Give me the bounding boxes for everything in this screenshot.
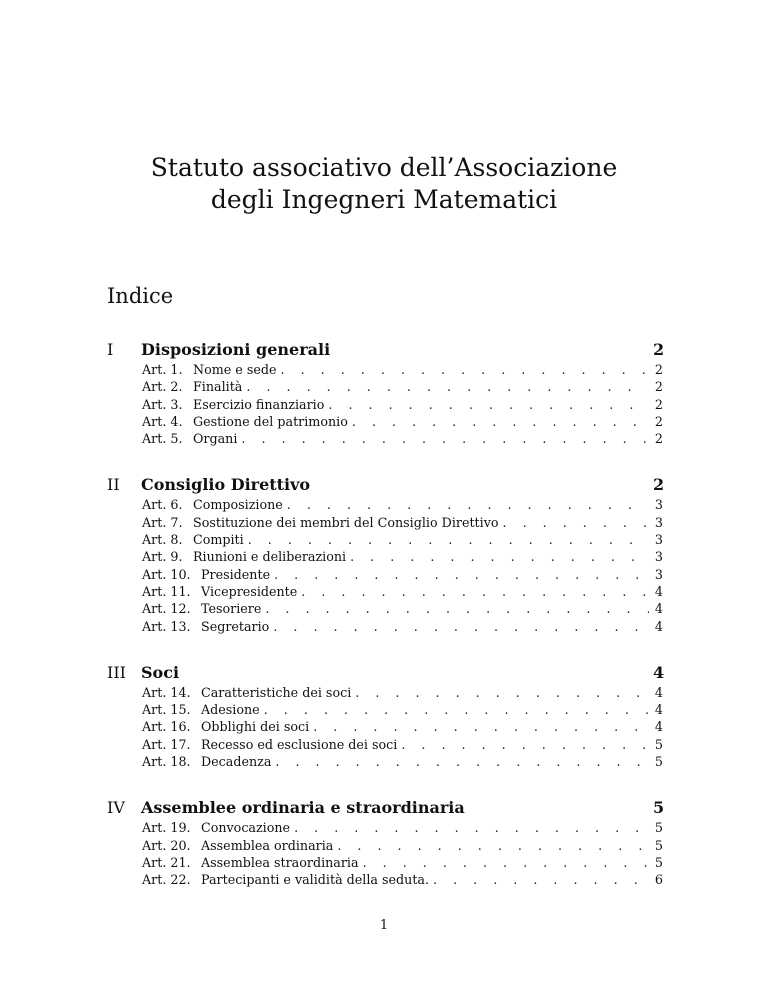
toc-entry-page: 4 xyxy=(654,601,663,617)
toc-part-page: 5 xyxy=(653,798,665,818)
toc-entry[interactable] xyxy=(142,736,663,753)
toc-entry-page: 3 xyxy=(654,549,663,565)
dot-leader xyxy=(275,753,649,770)
toc-entry-number: Art. 15. xyxy=(142,702,191,718)
toc-entry-number: Art. 3. xyxy=(142,396,183,412)
toc-entry-title: Partecipanti e validità della seduta. xyxy=(201,872,430,888)
toc-entry-page: 3 xyxy=(654,514,663,530)
dot-leader xyxy=(401,736,649,753)
toc-entry-title: Presidente xyxy=(201,566,271,582)
toc-entry[interactable] xyxy=(142,514,663,531)
toc-part-title: Consiglio Direttivo xyxy=(141,475,311,495)
toc-entry[interactable] xyxy=(142,618,663,635)
toc-entry-page: 2 xyxy=(654,379,663,395)
toc-part xyxy=(107,798,663,888)
toc-entry-number: Art. 22. xyxy=(142,872,191,888)
toc-part xyxy=(107,340,663,447)
toc-entry-page: 4 xyxy=(654,702,663,718)
toc-part-page: 2 xyxy=(653,475,665,495)
toc-entry-number: Art. 11. xyxy=(142,583,191,599)
toc-entry-title: Obblighi dei soci xyxy=(201,719,310,735)
toc-entry-number: Art. 1. xyxy=(142,362,183,377)
document-title-line-1: Statuto associativo dell’Associazione xyxy=(150,153,618,182)
toc-entry[interactable] xyxy=(142,684,663,701)
dot-leader xyxy=(352,413,649,430)
dot-leader xyxy=(246,378,649,395)
toc-part-heading[interactable] xyxy=(107,340,663,360)
toc-entry-page: 5 xyxy=(654,837,663,853)
toc-entry[interactable] xyxy=(142,430,663,447)
toc-part-page: 4 xyxy=(653,662,665,682)
toc-entry-number: Art. 20. xyxy=(142,837,191,853)
toc-entry[interactable] xyxy=(142,413,663,430)
toc-entry[interactable] xyxy=(142,837,663,854)
toc-entries xyxy=(142,496,663,634)
toc-entry-title: Assemblea straordinaria xyxy=(201,854,359,870)
toc-entry-page: 4 xyxy=(654,583,663,599)
toc-entry[interactable] xyxy=(142,378,663,395)
toc-entry-number: Art. 2. xyxy=(142,379,183,395)
dot-leader xyxy=(337,837,649,854)
toc-part xyxy=(107,475,663,634)
toc-entry-page: 4 xyxy=(654,618,663,634)
dot-leader xyxy=(241,430,649,447)
toc-entry-number: Art. 19. xyxy=(142,820,191,836)
dot-leader xyxy=(294,819,649,836)
toc-entry-title: Gestione del patrimonio xyxy=(193,413,348,429)
dot-leader xyxy=(281,361,649,378)
dot-leader xyxy=(350,548,649,565)
toc-entry-title: Esercizio finanziario xyxy=(193,396,325,412)
toc-entry[interactable] xyxy=(142,701,663,718)
toc-part-heading[interactable] xyxy=(107,475,663,495)
toc-entry-number: Art. 4. xyxy=(142,413,183,429)
toc-entries xyxy=(142,684,663,770)
toc-entry-page: 5 xyxy=(654,736,663,752)
dot-leader xyxy=(287,496,649,513)
toc-entry-title: Sostituzione dei membri del Consiglio Direttivo xyxy=(193,514,499,530)
toc-entry-page: 2 xyxy=(654,362,663,377)
dot-leader xyxy=(363,854,649,871)
toc-entry[interactable] xyxy=(142,531,663,548)
toc-entry[interactable] xyxy=(142,496,663,513)
toc-entry-number: Art. 6. xyxy=(142,497,183,513)
toc-entry-title: Adesione xyxy=(201,702,260,718)
toc-entry-title: Convocazione xyxy=(201,820,291,836)
toc-entry-title: Finalità xyxy=(193,379,243,395)
toc-entry-number: Art. 16. xyxy=(142,719,191,735)
toc-entry[interactable] xyxy=(142,753,663,770)
toc-entry-number: Art. 21. xyxy=(142,854,191,870)
toc-entry-title: Nome e sede xyxy=(193,362,277,377)
toc-entry[interactable] xyxy=(142,566,663,583)
toc-entry-page: 5 xyxy=(654,754,663,770)
toc-part-title: Disposizioni generali xyxy=(141,340,331,359)
toc-part-title: Assemblee ordinaria e straordinaria xyxy=(141,798,465,818)
index-heading: Indice xyxy=(107,284,174,308)
toc-entry-number: Art. 8. xyxy=(142,532,183,548)
toc-entry[interactable] xyxy=(142,361,663,378)
toc-entry-page: 3 xyxy=(654,532,663,548)
toc-entry-page: 4 xyxy=(654,719,663,735)
toc-entry-number: Art. 17. xyxy=(142,736,191,752)
toc-entry-title: Compiti xyxy=(193,532,244,548)
toc-part-page: 2 xyxy=(653,340,665,359)
toc-part-number: IV xyxy=(107,798,125,818)
dot-leader xyxy=(313,718,649,735)
table-of-contents xyxy=(107,340,663,917)
toc-entry-page: 5 xyxy=(654,820,663,836)
toc-entry-title: Caratteristiche dei soci xyxy=(201,684,352,700)
toc-entry[interactable] xyxy=(142,871,663,888)
toc-entries xyxy=(142,361,663,447)
toc-entry[interactable] xyxy=(142,583,663,600)
toc-entry-number: Art. 13. xyxy=(142,618,191,634)
toc-entry-title: Riunioni e deliberazioni xyxy=(193,549,347,565)
toc-entry-title: Recesso ed esclusione dei soci xyxy=(201,736,398,752)
toc-entry-number: Art. 9. xyxy=(142,549,183,565)
toc-entries xyxy=(142,819,663,888)
toc-entry-page: 3 xyxy=(654,566,663,582)
dot-leader xyxy=(265,600,649,617)
page-number: 1 xyxy=(379,918,389,933)
toc-part-number: III xyxy=(107,662,126,682)
toc-part-title: Soci xyxy=(141,662,180,682)
dot-leader xyxy=(301,583,649,600)
dot-leader xyxy=(248,531,649,548)
toc-entry[interactable] xyxy=(142,718,663,735)
toc-entry-page: 2 xyxy=(654,396,663,412)
toc-part xyxy=(107,663,663,770)
dot-leader xyxy=(273,618,649,635)
toc-entry-title: Organi xyxy=(193,431,238,447)
toc-entry[interactable] xyxy=(142,600,663,617)
toc-entry-title: Decadenza xyxy=(201,754,272,770)
toc-entry-title: Composizione xyxy=(193,497,283,513)
dot-leader xyxy=(328,396,649,413)
toc-entry-number: Art. 5. xyxy=(142,431,183,447)
toc-entry-number: Art. 10. xyxy=(142,566,191,582)
toc-entry-page: 4 xyxy=(654,684,663,700)
toc-entry-title: Tesoriere xyxy=(201,601,262,617)
document-title xyxy=(0,152,768,216)
toc-entry-title: Assemblea ordinaria xyxy=(201,837,334,853)
dot-leader xyxy=(355,684,649,701)
toc-entry-page: 5 xyxy=(654,854,663,870)
toc-entry-page: 2 xyxy=(654,413,663,429)
toc-entry-title: Vicepresidente xyxy=(201,583,298,599)
toc-entry-page: 3 xyxy=(654,497,663,513)
toc-entry-page: 2 xyxy=(654,431,663,447)
toc-entry-number: Art. 12. xyxy=(142,601,191,617)
toc-entry-number: Art. 7. xyxy=(142,514,183,530)
toc-entry[interactable] xyxy=(142,854,663,871)
toc-entry[interactable] xyxy=(142,819,663,836)
toc-entry[interactable] xyxy=(142,396,663,413)
toc-entry-number: Art. 18. xyxy=(142,754,191,770)
toc-part-heading[interactable] xyxy=(107,663,663,683)
dot-leader xyxy=(274,566,649,583)
toc-entry-page: 6 xyxy=(654,872,663,888)
toc-part-number: II xyxy=(107,475,120,495)
toc-part-number: I xyxy=(107,340,114,359)
toc-part-heading[interactable] xyxy=(107,798,663,818)
dot-leader xyxy=(433,871,649,888)
toc-entry-number: Art. 14. xyxy=(142,684,191,700)
toc-entry-title: Segretario xyxy=(201,618,270,634)
document-title-line-2: degli Ingegneri Matematici xyxy=(210,185,558,214)
dot-leader xyxy=(264,701,649,718)
dot-leader xyxy=(503,514,649,531)
toc-entry[interactable] xyxy=(142,548,663,565)
